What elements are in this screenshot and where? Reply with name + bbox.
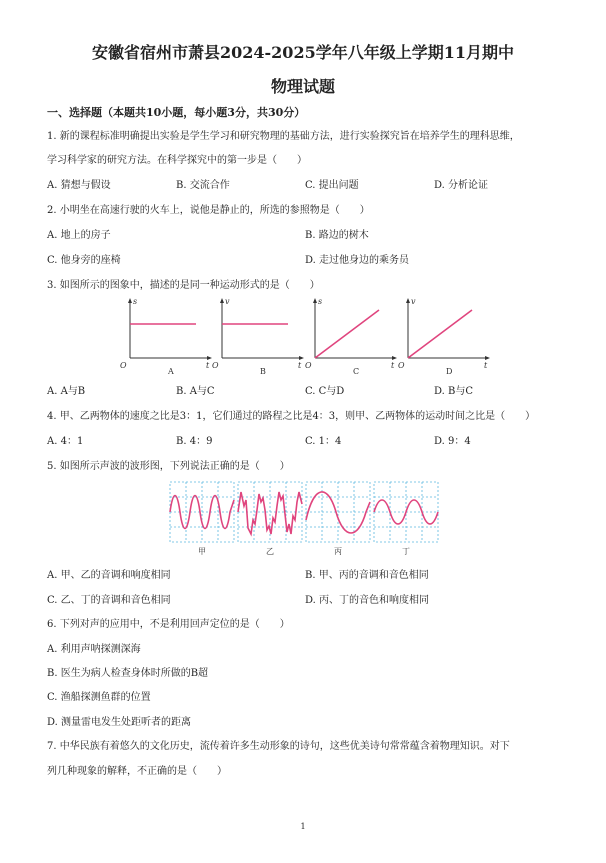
- y-axis-label: v: [411, 297, 416, 306]
- q2-stem: 2. 小明坐在高速行驶的火车上，说他是静止的，所选的参照物是（ ）: [47, 205, 370, 216]
- wave-caption-jia: 甲: [198, 547, 206, 556]
- q1-option-d: D. 分析论证: [434, 180, 489, 191]
- q6-option-c: C. 渔船探测鱼群的位置: [47, 692, 151, 703]
- q2-option-d: D. 走过他身边的乘务员: [305, 255, 410, 266]
- q1-option-a: A. 猜想与假设: [47, 180, 111, 191]
- wave-panel-yi: [238, 482, 302, 556]
- section-heading: 一、选择题（本题共10小题，每小题3分，共30分）: [47, 106, 306, 119]
- q5-stem: 5. 如图所示声波的波形图，下列说法正确的是（ ）: [47, 461, 290, 472]
- q3-graph-d: [396, 296, 496, 378]
- q5-waveforms: [168, 480, 444, 560]
- y-axis-label: s: [133, 297, 138, 306]
- q3-option-b: B. A与C: [176, 386, 215, 397]
- q1-stem-line1: 1. 新的课程标准明确提出实验是学生学习和研究物理的基础方法，进行实验探究旨在培养学生的理科思维，: [47, 131, 520, 142]
- q5-option-d: D. 丙、丁的音色和响度相同: [305, 595, 430, 606]
- q1-option-b: B. 交流合作: [176, 180, 230, 191]
- y-axis-label: v: [225, 297, 230, 306]
- origin-label: O: [120, 361, 127, 370]
- x-axis-arrow: [485, 356, 490, 360]
- q2-option-c: C. 他身旁的座椅: [47, 255, 121, 266]
- graph-caption: D: [446, 367, 453, 376]
- q2-option-a: A. 地上的房子: [47, 230, 111, 241]
- page-subtitle: 物理试题: [270, 77, 335, 96]
- y-axis-arrow: [406, 298, 410, 303]
- x-axis-label: t: [484, 361, 488, 370]
- q5-option-c: C. 乙、丁的音调和音色相同: [47, 595, 171, 606]
- wave-panel-bing: [306, 482, 370, 556]
- x-axis-label: t: [391, 361, 395, 370]
- origin-label: O: [305, 361, 312, 370]
- wave-caption-yi: 乙: [266, 547, 274, 556]
- graph-caption: C: [353, 367, 360, 376]
- q3-stem: 3. 如图所示的图象中，描述的是同一种运动形式的是（ ）: [47, 280, 320, 291]
- q3-option-a: A. A与B: [47, 386, 86, 397]
- graph-caption: A: [168, 367, 174, 376]
- q3-graph-a: [118, 296, 218, 378]
- page-title: 安徽省宿州市萧县2024-2025学年八年级上学期11月期中: [92, 43, 514, 62]
- x-axis-label: t: [206, 361, 210, 370]
- q1-option-c: C. 提出问题: [305, 180, 359, 191]
- q6-option-b: B. 医生为病人检查身体时所做的B超: [47, 668, 209, 679]
- q5-option-a: A. 甲、乙的音调和响度相同: [47, 570, 171, 581]
- q4-option-c: C. 1：4: [305, 436, 342, 447]
- q6-option-d: D. 测量雷电发生处距听者的距离: [47, 717, 192, 728]
- q6-option-a: A. 利用声呐探测深海: [47, 644, 141, 655]
- wave-panel-jia: [170, 482, 234, 556]
- q3-graph-c: [303, 296, 403, 378]
- q7-stem-line1: 7. 中华民族有着悠久的文化历史，流传着许多生动形象的诗句，这些优美诗句常常蕴含着物理知识。对下: [47, 741, 510, 752]
- y-axis-arrow: [220, 298, 224, 303]
- wave-panel-ding: [374, 482, 438, 556]
- wave-caption-ding: 丁: [402, 547, 410, 556]
- graph-caption: B: [260, 367, 266, 376]
- q4-option-b: B. 4：9: [176, 436, 213, 447]
- wave-caption-bing: 丙: [334, 547, 342, 556]
- origin-label: O: [398, 361, 405, 370]
- x-axis-label: t: [298, 361, 302, 370]
- y-axis-arrow: [313, 298, 317, 303]
- graph-line: [315, 310, 379, 358]
- y-axis-arrow: [128, 298, 132, 303]
- q4-stem: 4. 甲、乙两物体的速度之比是3：1，它们通过的路程之比是4：3，则甲、乙两物体的运动时间之比是（ ）: [47, 411, 536, 422]
- q7-stem-line2: 列几种现象的解释，不正确的是（ ）: [47, 766, 227, 777]
- q5-option-b: B. 甲、丙的音调和音色相同: [305, 570, 429, 581]
- q3-graph-b: [210, 296, 310, 378]
- q1-stem-line2: 学习科学家的研究方法。在科学探究中的第一步是（ ）: [47, 155, 307, 166]
- q4-option-a: A. 4：1: [47, 436, 84, 447]
- origin-label: O: [212, 361, 219, 370]
- q2-option-b: B. 路边的树木: [305, 230, 369, 241]
- y-axis-label: s: [318, 297, 323, 306]
- graph-line: [408, 310, 472, 358]
- q4-option-d: D. 9：4: [434, 436, 471, 447]
- q3-option-c: C. C与D: [305, 386, 345, 397]
- q3-option-d: D. B与C: [434, 386, 474, 397]
- page-number: 1: [300, 822, 306, 831]
- q6-stem: 6. 下列对声的应用中，不是利用回声定位的是（ ）: [47, 619, 290, 630]
